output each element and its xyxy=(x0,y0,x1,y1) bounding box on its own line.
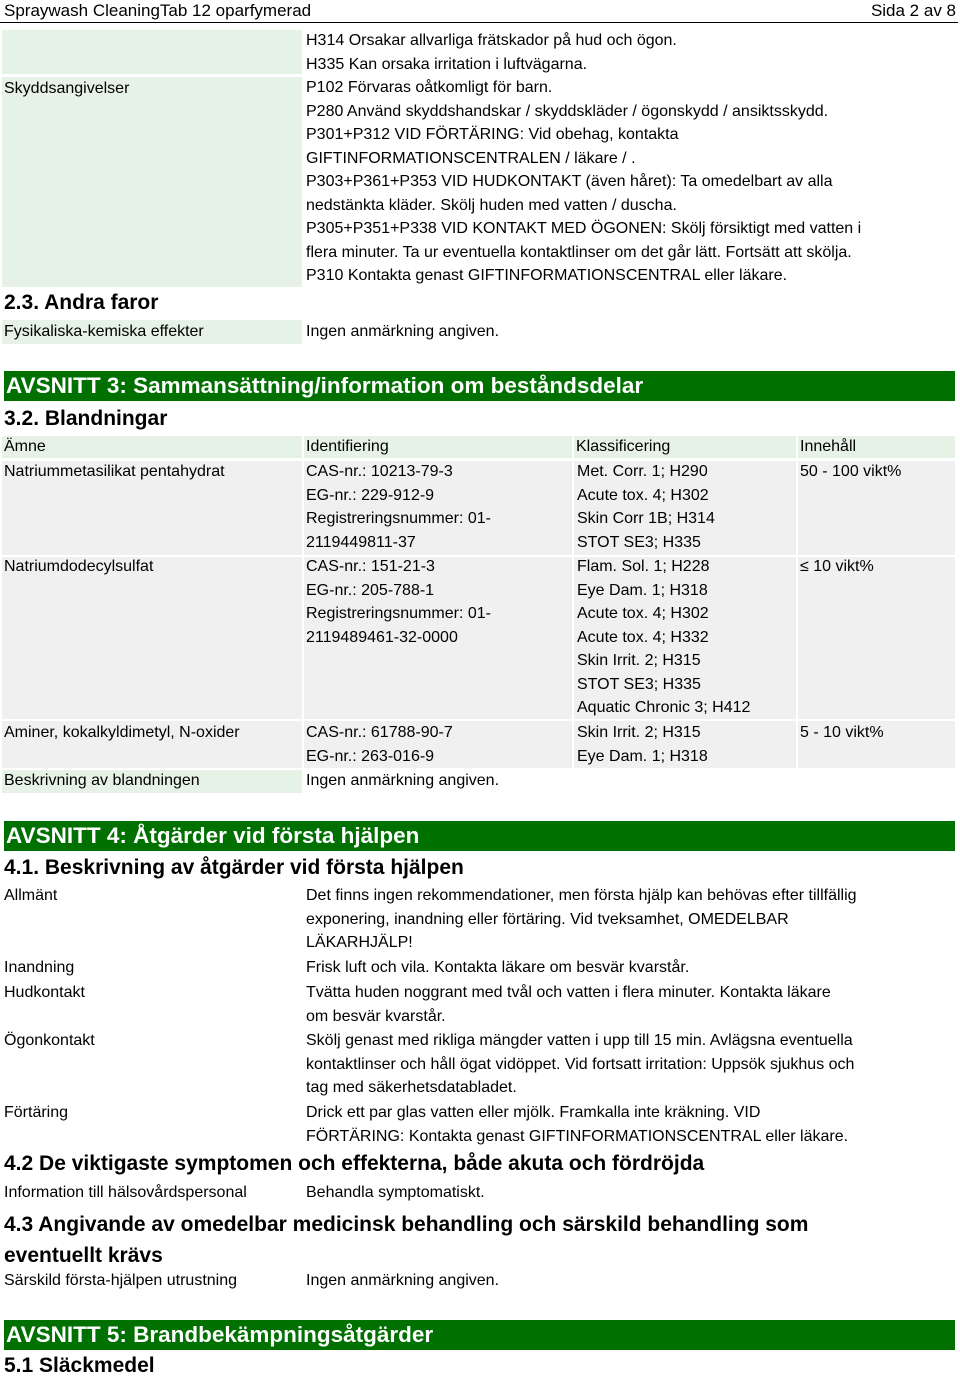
heading-first-aid-measures: 4.1. Beskrivning av åtgärder vid första hjälpen xyxy=(4,856,464,879)
text-line: exponering, inandning eller förtäring. Vid tveksamhet, OMEDELBAR xyxy=(306,910,789,928)
first-aid-text xyxy=(306,1101,848,1148)
first-aid-text xyxy=(306,884,857,955)
heading-symptoms: 4.2 De viktigaste symptomen och effekterna, både akuta och fördröjda xyxy=(4,1152,705,1175)
table-row-ids xyxy=(306,460,491,554)
label-cell-precautionary xyxy=(2,77,302,287)
p-line: P280 Använd skyddshandskar / skyddskläder / ögonskydd / ansiktsskydd. xyxy=(306,102,829,120)
table-row-name: Natriumdodecylsulfat xyxy=(4,558,154,575)
class-line: Aquatic Chronic 3; H412 xyxy=(577,699,751,716)
p-line: flera minuter. Ta ur eventuella kontaktlinser om det går lätt. Fortsätt att skölja. xyxy=(306,243,852,261)
first-aid-text xyxy=(306,981,831,1028)
first-aid-label: Hudkontakt xyxy=(4,984,85,1001)
class-line: Eye Dam. 1; H318 xyxy=(577,747,708,765)
mix-description-value: Ingen anmärkning angiven. xyxy=(306,772,500,789)
table-row-classes xyxy=(577,460,715,554)
mix-description-label: Beskrivning av blandningen xyxy=(4,772,200,789)
id-line: Registreringsnummer: 01- xyxy=(306,510,491,527)
table-row-ids xyxy=(306,721,453,768)
text-line: kontaktlinser och håll ögat vidöppet. Vid fortsatt irritation: Uppsök sjukhus och xyxy=(306,1055,855,1073)
table-row-classes xyxy=(577,555,750,720)
class-line: Eye Dam. 1; H318 xyxy=(577,581,708,599)
first-aid-label: Allmänt xyxy=(4,887,58,904)
class-line: Acute tox. 4; H302 xyxy=(577,605,709,622)
heading-line: 4.3 Angivande av omedelbar medicinsk behandling och särskild behandling som xyxy=(4,1213,809,1236)
id-line: CAS-nr.: 151-21-3 xyxy=(306,558,435,575)
first-aid-label: Ögonkontakt xyxy=(4,1032,95,1049)
heading-line: eventuellt krävs xyxy=(4,1244,163,1267)
class-line: Acute tox. 4; H302 xyxy=(577,486,709,504)
col-header-identification: Identifiering xyxy=(304,436,572,458)
table-row-ids xyxy=(306,555,491,649)
id-line: 2119489461-32-0000 xyxy=(306,628,458,646)
table-row-content: ≤ 10 vikt% xyxy=(800,558,874,575)
equipment-value: Ingen anmärkning angiven. xyxy=(306,1272,500,1289)
text-line: FÖRTÄRING: Kontakta genast GIFTINFORMATIONSCENTRAL eller läkare. xyxy=(306,1127,849,1145)
physchem-label: Fysikaliska-kemiska effekter xyxy=(4,323,204,340)
hazard-line: H335 Kan orsaka irritation i luftvägarna. xyxy=(306,55,588,73)
p-line: P305+P351+P338 VID KONTAKT MED ÖGONEN: Skölj försiktigt med vatten i xyxy=(306,220,862,237)
label-cell-blank xyxy=(2,30,302,74)
col-header-content: Innehåll xyxy=(798,436,955,458)
col-header-substance: Ämne xyxy=(2,436,302,458)
row2-bg-content xyxy=(798,557,955,719)
class-line: Skin Corr 1B; H314 xyxy=(577,510,715,527)
text-line: tag med säkerhetsdatabladet. xyxy=(306,1079,517,1096)
hazard-line: H314 Orsakar allvarliga frätskador på hud och ögon. xyxy=(306,32,677,49)
section3-bar: AVSNITT 3: Sammansättning/information om beståndsdelar xyxy=(4,371,955,401)
p-line: P310 Kontakta genast GIFTINFORMATIONSCENTRAL eller läkare. xyxy=(306,267,788,284)
page-header xyxy=(0,0,958,23)
heading-extinguishing-media: 5.1 Släckmedel xyxy=(4,1354,155,1377)
text-line: om besvär kvarstår. xyxy=(306,1007,446,1025)
label-physchem xyxy=(2,320,302,344)
id-line: Registreringsnummer: 01- xyxy=(306,605,491,622)
id-line: EG-nr.: 263-016-9 xyxy=(306,747,435,765)
page-number: Sida 2 av 8 xyxy=(870,1,956,20)
precautionary-statements xyxy=(306,76,861,288)
class-line: STOT SE3; H335 xyxy=(577,675,701,693)
table-row-content: 5 - 10 vikt% xyxy=(800,724,884,741)
class-line: Flam. Sol. 1; H228 xyxy=(577,558,710,575)
id-line: EG-nr.: 205-788-1 xyxy=(306,581,435,599)
first-aid-text xyxy=(306,1029,854,1100)
table-row-name: Aminer, kokalkyldimetyl, N-oxider xyxy=(4,724,240,741)
physchem-value: Ingen anmärkning angiven. xyxy=(306,323,500,340)
first-aid-text xyxy=(306,956,689,980)
p-line: P102 Förvaras oåtkomligt för barn. xyxy=(306,79,553,96)
p-line: GIFTINFORMATIONSCENTRALEN / läkare / . xyxy=(306,149,636,167)
equipment-label: Särskild första-hjälpen utrustning xyxy=(4,1272,238,1289)
text-line: Det finns ingen rekommendationer, men första hjälp kan behövas efter tillfällig xyxy=(306,887,857,904)
p-line: nedstänkta kläder. Skölj huden med vatten / duscha. xyxy=(306,196,677,214)
class-line: Acute tox. 4; H332 xyxy=(577,628,709,646)
text-line: Skölj genast med rikliga mängder vatten i upp till 15 min. Avlägsna eventuella xyxy=(306,1032,853,1049)
text-line: Drick ett par glas vatten eller mjölk. Framkalla inte kräkning. VID xyxy=(306,1104,761,1121)
text-line: LÄKARHJÄLP! xyxy=(306,934,413,951)
first-aid-label: Förtäring xyxy=(4,1104,69,1121)
precautionary-label: Skyddsangivelser xyxy=(4,80,130,97)
p-line: P301+P312 VID FÖRTÄRING: Vid obehag, kontakta xyxy=(306,126,679,143)
text-line: Tvätta huden noggrant med tvål och vatten i flera minuter. Kontakta läkare xyxy=(306,984,831,1001)
table-row-content: 50 - 100 vikt% xyxy=(800,463,902,480)
col-header-classification: Klassificering xyxy=(574,436,796,458)
class-line: Met. Corr. 1; H290 xyxy=(577,463,708,480)
info-label: Information till hälsovårdspersonal xyxy=(4,1184,247,1201)
first-aid-label: Inandning xyxy=(4,959,75,976)
row2-bg-name xyxy=(2,557,302,719)
section5-bar: AVSNITT 5: Brandbekämpningsåtgärder xyxy=(4,1320,955,1350)
heading-medical-treatment xyxy=(4,1209,808,1271)
class-line: STOT SE3; H335 xyxy=(577,533,701,551)
table-row-name: Natriummetasilikat pentahydrat xyxy=(4,463,225,480)
info-value: Behandla symptomatiskt. xyxy=(306,1184,485,1201)
class-line: Skin Irrit. 2; H315 xyxy=(577,652,701,669)
table-row-classes xyxy=(577,721,708,768)
document-title: Spraywash CleaningTab 12 oparfymerad xyxy=(4,1,312,20)
id-line: CAS-nr.: 10213-79-3 xyxy=(306,463,453,480)
hazard-statements xyxy=(306,29,677,76)
class-line: Skin Irrit. 2; H315 xyxy=(577,724,701,741)
text-line: Frisk luft och vila. Kontakta läkare om besvär kvarstår. xyxy=(306,959,690,976)
heading-other-hazards: 2.3. Andra faror xyxy=(4,291,159,314)
heading-mixtures: 3.2. Blandningar xyxy=(4,407,168,430)
section4-bar: AVSNITT 4: Åtgärder vid första hjälpen xyxy=(4,821,955,851)
id-line: EG-nr.: 229-912-9 xyxy=(306,486,435,504)
p-line: P303+P361+P353 VID HUDKONTAKT (även håret): Ta omedelbart av alla xyxy=(306,173,833,190)
id-line: 2119449811-37 xyxy=(306,533,416,551)
id-line: CAS-nr.: 61788-90-7 xyxy=(306,724,453,741)
